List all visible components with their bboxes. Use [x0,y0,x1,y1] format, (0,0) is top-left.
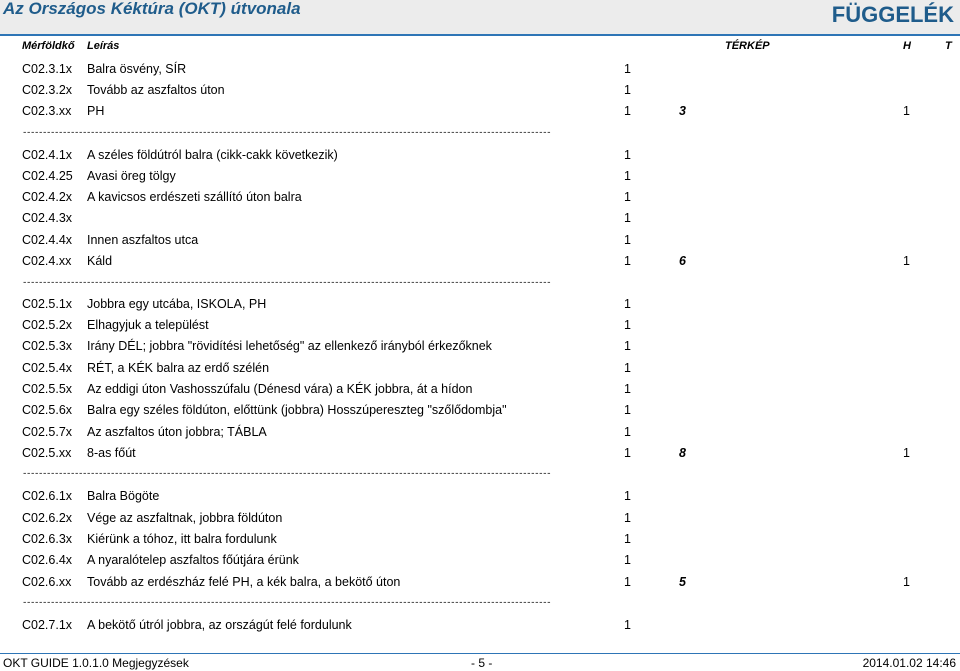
column-headers [0,40,960,54]
route-description: Avasi öreg tölgy [87,169,176,183]
row-value: 1 [624,297,631,311]
route-description: 8-as főút [87,446,136,460]
milestone-code: C02.6.1x [22,489,73,503]
row-value: 1 [624,254,631,268]
milestone-code: C02.6.2x [22,511,73,525]
table-row [0,62,960,77]
map-number: 3 [679,104,686,118]
table-row [0,532,960,547]
column-header-h: H [903,40,911,52]
table-row [0,361,960,376]
milestone-code: C02.4.xx [22,254,72,268]
row-value: 1 [624,339,631,353]
section-separator: ------------------------------------------------------------------------------------------------------------------------------------ [22,128,551,138]
page-number: - 5 - [471,656,493,670]
row-value: 1 [624,511,631,525]
column-header-map: TÉRKÉP [725,40,770,52]
milestone-code: C02.5.xx [22,446,72,460]
table-row [0,489,960,504]
row-value: 1 [624,618,631,632]
row-value: 1 [624,425,631,439]
row-value: 1 [624,233,631,247]
route-description: A kavicsos erdészeti szállító úton balra [87,190,302,204]
route-description: Balra egy széles földúton, előttünk (jobbra) Hosszúpereszteg "szőlődombja" [87,403,507,417]
route-description: Jobbra egy utcába, ISKOLA, PH [87,297,267,311]
row-value: 1 [624,169,631,183]
table-row [0,403,960,418]
table-row [0,553,960,568]
route-description: Irány DÉL; jobbra "rövidítési lehetőség" az ellenkező irányból érkezőknek [87,339,492,353]
row-value: 1 [624,403,631,417]
table-row [0,190,960,205]
table-row [0,169,960,184]
appendix-label: FÜGGELÉK [831,2,954,27]
section-separator: ------------------------------------------------------------------------------------------------------------------------------------ [22,598,551,608]
table-row [0,425,960,440]
table-row [0,318,960,333]
row-value: 1 [624,489,631,503]
h-value: 1 [903,575,910,589]
section-separator: ------------------------------------------------------------------------------------------------------------------------------------ [22,278,551,288]
route-description: Elhagyjuk a települést [87,318,209,332]
route-description: Kiérünk a tóhoz, itt balra fordulunk [87,532,277,546]
milestone-code: C02.3.1x [22,62,73,76]
milestone-code: C02.5.4x [22,361,73,375]
row-value: 1 [624,446,631,460]
table-row [0,233,960,248]
milestone-code: C02.6.xx [22,575,72,589]
row-value: 1 [624,104,631,118]
route-description: Káld [87,254,113,268]
h-value: 1 [903,254,910,268]
milestone-code: C02.4.25 [22,169,73,183]
route-description: Az eddigi úton Vashosszúfalu (Dénesd vára) a KÉK jobbra, át a hídon [87,382,473,396]
table-row [0,446,960,461]
milestone-code: C02.5.3x [22,339,73,353]
section-separator: ------------------------------------------------------------------------------------------------------------------------------------ [22,469,551,479]
column-header-description: Leírás [87,40,120,52]
table-row [0,575,960,590]
row-value: 1 [624,148,631,162]
map-number: 8 [679,446,686,460]
footer-doc-label: OKT GUIDE 1.0.1.0 Megjegyzések [3,656,189,670]
milestone-code: C02.6.3x [22,532,73,546]
table-row [0,511,960,526]
route-description: PH [87,104,105,118]
route-description: Innen aszfaltos utca [87,233,199,247]
column-header-milestone: Mérföldkő [22,40,75,52]
milestone-code: C02.3.xx [22,104,72,118]
row-value: 1 [624,83,631,97]
table-row [0,211,960,226]
route-description: Balra ösvény, SÍR [87,62,187,76]
milestone-code: C02.4.4x [22,233,73,247]
milestone-code: C02.7.1x [22,618,73,632]
milestone-code: C02.5.7x [22,425,73,439]
footer-timestamp: 2014.01.02 14:46 [862,656,956,670]
route-description: Az aszfaltos úton jobbra; TÁBLA [87,425,267,439]
milestone-code: C02.5.1x [22,297,73,311]
row-value: 1 [624,211,631,225]
h-value: 1 [903,446,910,460]
route-description: A széles földútról balra (cikk-cakk következik) [87,148,338,162]
milestone-code: C02.5.5x [22,382,73,396]
row-value: 1 [624,318,631,332]
table-row [0,297,960,312]
milestone-code: C02.5.6x [22,403,73,417]
row-value: 1 [624,575,631,589]
row-value: 1 [624,190,631,204]
document-header [0,0,960,36]
route-description: Vége az aszfaltnak, jobbra földúton [87,511,283,525]
route-description: RÉT, a KÉK balra az erdő szélén [87,361,270,375]
milestone-code: C02.3.2x [22,83,73,97]
table-row [0,148,960,163]
row-value: 1 [624,361,631,375]
document-title: Az Országos Kéktúra (OKT) útvonala [3,0,301,18]
route-description: Balra Bögöte [87,489,160,503]
row-value: 1 [624,553,631,567]
column-header-t: T [945,40,952,52]
map-number: 6 [679,254,686,268]
table-row [0,339,960,354]
table-row [0,83,960,98]
route-description: Tovább az erdészház felé PH, a kék balra, a bekötő úton [87,575,401,589]
map-number: 5 [679,575,686,589]
route-description: A nyaralótelep aszfaltos főútjára érünk [87,553,299,567]
document-footer [0,653,960,671]
route-description: Tovább az aszfaltos úton [87,83,225,97]
row-value: 1 [624,532,631,546]
table-row [0,618,960,633]
h-value: 1 [903,104,910,118]
route-description: A bekötő útról jobbra, az országút felé fordulunk [87,618,352,632]
milestone-code: C02.4.2x [22,190,73,204]
row-value: 1 [624,382,631,396]
table-row [0,254,960,269]
milestone-code: C02.6.4x [22,553,73,567]
milestone-code: C02.5.2x [22,318,73,332]
milestone-code: C02.4.1x [22,148,73,162]
table-row [0,382,960,397]
table-row [0,104,960,119]
row-value: 1 [624,62,631,76]
milestone-code: C02.4.3x [22,211,73,225]
